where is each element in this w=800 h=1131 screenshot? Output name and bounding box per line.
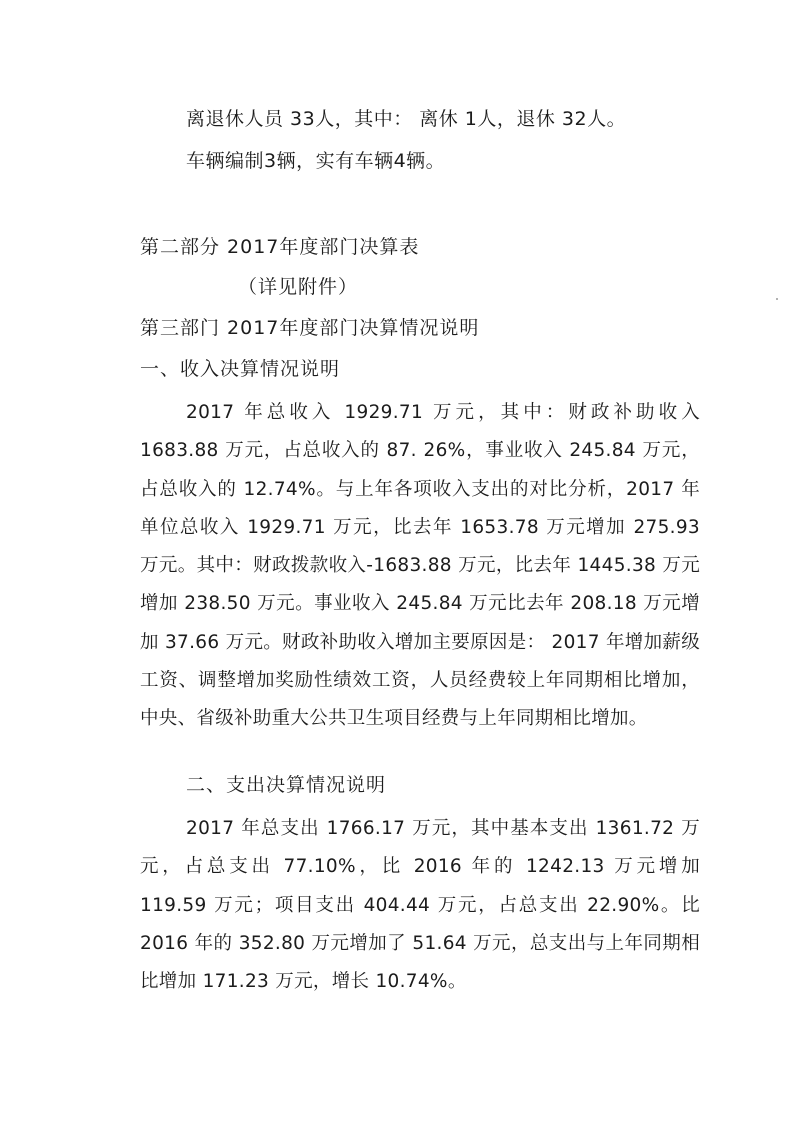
income-text: 2017 年总收入 1929.71 万元，其中：财政补助收入 1683.88 万元，占总收入的 87. 26%，事业收入 245.84 万元，占总收入的 12.74%。与上年各项收入支出的对比分析，2017 年单位总收入 1929.71 万元，比去年 1653.78 万元增加 275.93 万元。其中：财政拨款收入-1683.88 万元，比去年 1445.38 万元增加 238.50 万元。事业收入 245.84 万元比去年 208.18 万元增加 37.66 万元。财政补助收入增加主要原因是： 2017 年增加薪级工资、调整增加奖励性绩效工资，人员经费较上年同期相比增加，中央、省级补助重大公共卫生项目经费与上年同期相比增加。	[140, 402, 700, 730]
expense-text: 2017 年总支出 1766.17 万元，其中基本支出 1361.72 万元，占总支出 77.10%，比 2016 年的 1242.13 万元增加 119.59 万元；项目支出 404.44 万元，占总支出 22.90%。比 2016 年的 352.80 万元增加了 51.64 万元，总支出与上年同期相比增加 171.23 万元，增长 10.74%。	[140, 818, 700, 993]
scan-speck	[776, 298, 778, 300]
expense-paragraph	[140, 810, 700, 1001]
part2-title: 第二部分 2017年度部门决算表	[140, 236, 420, 258]
expense-heading: 二、支出决算情况说明	[186, 774, 387, 796]
retirees-line: 离退休人员 33人，其中： 离休 1人，退休 32人。	[186, 108, 627, 130]
part2-note: （详见附件）	[238, 276, 359, 298]
part3-title: 第三部门 2017年度部门决算情况说明	[140, 317, 480, 339]
income-heading: 一、收入决算情况说明	[140, 358, 341, 380]
vehicles-line: 车辆编制3辆，实有车辆4辆。	[186, 150, 446, 172]
income-paragraph	[140, 394, 700, 739]
